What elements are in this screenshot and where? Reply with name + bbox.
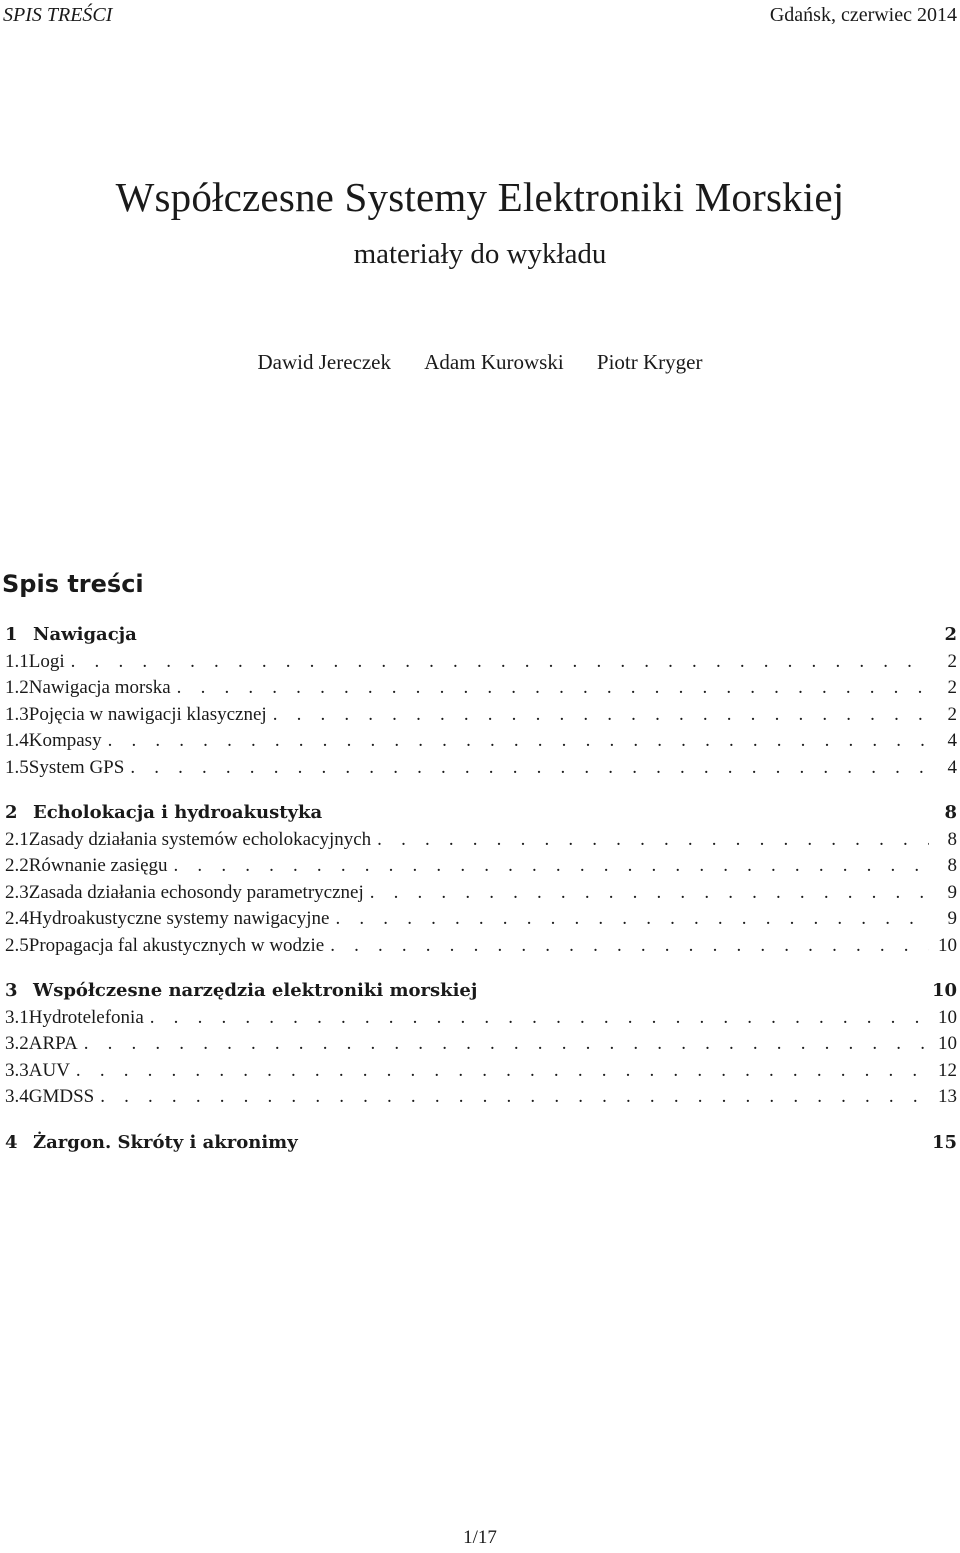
chapter-number: 2 — [5, 802, 18, 823]
chapter-page-number: 8 — [944, 802, 957, 823]
toc-section-entry[interactable] — [5, 1005, 957, 1032]
toc-chapter-group — [5, 978, 957, 1111]
toc-section-entry[interactable] — [5, 649, 957, 676]
toc-section-entry[interactable] — [5, 827, 957, 854]
toc-heading: Spis treści — [2, 570, 144, 598]
author-name: Adam Kurowski — [424, 350, 564, 374]
author-list — [0, 348, 960, 376]
section-page-number: 2 — [947, 677, 957, 698]
section-page-number: 8 — [947, 828, 957, 850]
section-title: Propagacja fal akustycznych w wodzie — [28, 934, 325, 956]
section-title: Hydroakustyczne systemy nawigacyjne — [28, 908, 330, 929]
toc-section-entry[interactable] — [5, 675, 957, 702]
section-number: 2.2 — [5, 855, 29, 876]
section-number: 2.1 — [5, 828, 29, 850]
toc-chapter-entry[interactable] — [5, 622, 957, 649]
section-page-number: 10 — [938, 934, 957, 956]
toc-chapter-group — [5, 1130, 957, 1157]
running-header — [3, 3, 957, 27]
section-page-number: 10 — [938, 1006, 957, 1028]
dot-leader — [130, 755, 929, 782]
section-page-number: 4 — [947, 756, 957, 778]
dot-leader — [377, 827, 929, 854]
section-number: 3.3 — [5, 1059, 29, 1081]
toc-chapter-group — [5, 622, 957, 781]
chapter-number: 1 — [5, 624, 18, 645]
section-title: Pojęcia w nawigacji klasycznej — [28, 703, 267, 725]
section-number: 1.5 — [5, 756, 29, 778]
section-number: 2.4 — [5, 908, 29, 929]
chapter-title: Echolokacja i hydroakustyka — [33, 802, 323, 823]
section-title: ARPA — [28, 1033, 78, 1054]
dot-leader — [330, 933, 929, 960]
section-page-number: 9 — [947, 881, 957, 903]
author-name: Dawid Jereczek — [257, 350, 392, 374]
section-number: 3.1 — [5, 1006, 29, 1028]
page-counter: 1/17 — [463, 1527, 497, 1548]
section-page-number: 9 — [947, 908, 957, 929]
dot-leader — [71, 649, 929, 676]
section-title: Nawigacja morska — [28, 677, 171, 698]
dot-leader — [336, 906, 930, 933]
section-number: 1.4 — [5, 730, 29, 751]
section-title: Zasady działania systemów echolokacyjnych — [28, 828, 372, 850]
chapter-title: Współczesne narzędzia elektroniki morskiej — [33, 980, 478, 1001]
toc-section-entry[interactable] — [5, 853, 957, 880]
section-title: Logi — [28, 650, 65, 672]
toc-chapter-group — [5, 800, 957, 959]
section-number: 3.2 — [5, 1033, 29, 1054]
section-title: Kompasy — [28, 730, 102, 751]
section-title: Hydrotelefonia — [28, 1006, 144, 1028]
header-place-date: Gdańsk, czerwiec 2014 — [769, 4, 957, 26]
section-title: Zasada działania echosondy parametrycznej — [28, 881, 364, 903]
toc-section-entry[interactable] — [5, 755, 957, 782]
section-number: 1.3 — [5, 703, 29, 725]
dot-leader — [100, 1084, 929, 1111]
dot-leader — [174, 853, 929, 880]
section-page-number: 12 — [938, 1059, 957, 1081]
chapter-page-number: 2 — [944, 624, 957, 645]
section-page-number: 8 — [947, 855, 957, 876]
section-number: 1.1 — [5, 650, 29, 672]
section-number: 2.3 — [5, 881, 29, 903]
section-title: System GPS — [28, 756, 125, 778]
chapter-page-number: 15 — [931, 1131, 957, 1153]
section-page-number: 13 — [938, 1086, 957, 1107]
toc-section-entry[interactable] — [5, 906, 957, 933]
chapter-number: 4 — [5, 1131, 18, 1153]
section-title: AUV — [28, 1059, 70, 1081]
section-title: Równanie zasięgu — [28, 855, 168, 876]
section-page-number: 2 — [947, 650, 957, 672]
header-section-title: SPIS TREŚCI — [3, 4, 113, 26]
section-title: GMDSS — [28, 1086, 95, 1107]
section-number: 2.5 — [5, 934, 29, 956]
dot-leader — [273, 702, 929, 729]
chapter-number: 3 — [5, 980, 18, 1001]
section-number: 1.2 — [5, 677, 29, 698]
document-title: Współczesne Systemy Elektroniki Morskiej — [115, 174, 845, 220]
toc-section-entry[interactable] — [5, 880, 957, 907]
toc-chapter-entry[interactable] — [5, 800, 957, 827]
author-name: Piotr Kryger — [596, 350, 703, 374]
section-page-number: 2 — [947, 703, 957, 725]
toc-section-entry[interactable] — [5, 1058, 957, 1085]
toc-chapter-entry[interactable] — [5, 1130, 957, 1157]
toc-section-entry[interactable] — [5, 933, 957, 960]
chapter-page-number: 10 — [931, 980, 957, 1001]
chapter-title: Żargon. Skróty i akronimy — [33, 1131, 298, 1153]
toc-section-entry[interactable] — [5, 702, 957, 729]
section-number: 3.4 — [5, 1086, 29, 1107]
toc-section-entry[interactable] — [5, 1084, 957, 1111]
toc-section-entry[interactable] — [5, 1031, 957, 1058]
dot-leader — [84, 1031, 929, 1058]
dot-leader — [76, 1058, 929, 1085]
toc-section-entry[interactable] — [5, 728, 957, 755]
section-page-number: 4 — [947, 730, 957, 751]
dot-leader — [150, 1005, 929, 1032]
dot-leader — [177, 675, 929, 702]
section-page-number: 10 — [938, 1033, 957, 1054]
table-of-contents — [5, 622, 957, 1175]
chapter-title: Nawigacja — [33, 624, 137, 645]
dot-leader — [370, 880, 929, 907]
toc-chapter-entry[interactable] — [5, 978, 957, 1005]
dot-leader — [108, 728, 929, 755]
document-subtitle: materiały do wykładu — [353, 238, 607, 270]
